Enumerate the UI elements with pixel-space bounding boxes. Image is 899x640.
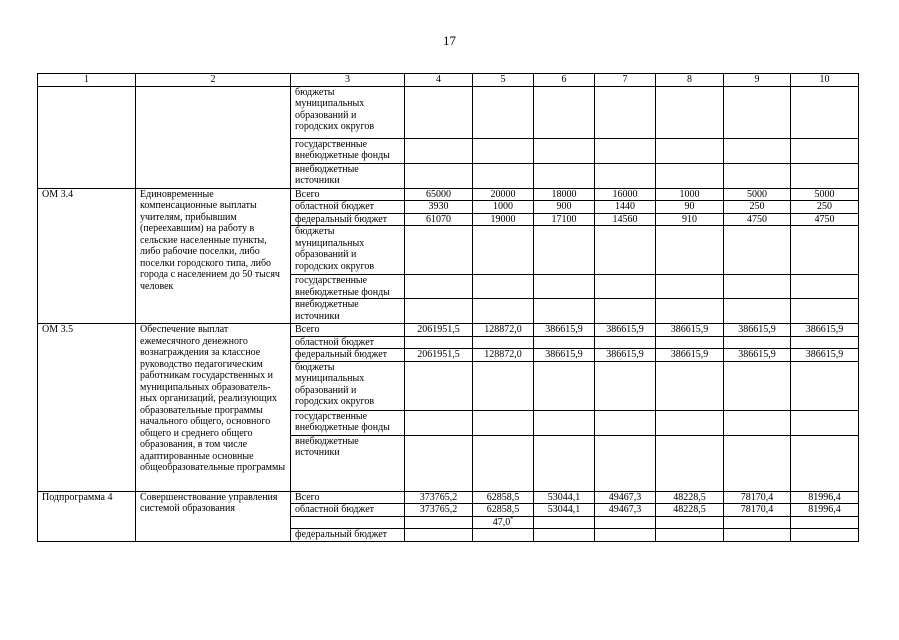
header-row [38, 74, 859, 87]
value-cell: 18000 [534, 188, 595, 201]
column-header: 7 [595, 74, 656, 87]
value-cell: 48228,5 [656, 504, 724, 517]
column-header: 5 [473, 74, 534, 87]
value-cell: 4750 [791, 213, 859, 226]
value-cell: 386615,9 [595, 349, 656, 362]
source-budget-mun: бюджеты муниципальных образований и городских округов [291, 361, 405, 410]
source-federal: федеральный бюджет [291, 213, 405, 226]
measure-code: ОМ 3.5 [38, 324, 136, 492]
source-regional: областной бюджет [291, 201, 405, 214]
value-cell: 14560 [595, 213, 656, 226]
value-cell: 386615,9 [791, 349, 859, 362]
column-header: 4 [405, 74, 473, 87]
source-state-funds: государственные внебюджетные фонды [291, 275, 405, 299]
source-total: Всего [291, 188, 405, 201]
column-header: 3 [291, 74, 405, 87]
table-row [38, 188, 859, 201]
column-header: 8 [656, 74, 724, 87]
value-cell: 386615,9 [656, 324, 724, 337]
measure-name: Единовременные компенсационные выплаты учителям, прибывшим (переехавшим) на работу в сельские населенные пункты, либо рабочие поселки, либо поселки городского типа, либо города с населением до 50 тысяч человек [136, 188, 291, 324]
value-cell: 250 [724, 201, 791, 214]
value-cell: 49467,3 [595, 504, 656, 517]
subprogram-name: Совершенствование управления системой образования [136, 491, 291, 541]
page-number: 17 [443, 33, 456, 48]
value-cell: 4750 [724, 213, 791, 226]
source-regional: областной бюджет [291, 504, 405, 517]
value-cell: 65000 [405, 188, 473, 201]
value-cell: 386615,9 [724, 349, 791, 362]
value-cell: 62858,5 [473, 491, 534, 504]
value-cell: 1440 [595, 201, 656, 214]
value-cell: 62858,5 [473, 504, 534, 517]
column-header: 6 [534, 74, 595, 87]
source-total: Всего [291, 491, 405, 504]
table-row [38, 491, 859, 504]
value-cell: 19000 [473, 213, 534, 226]
value-cell: 48228,5 [656, 491, 724, 504]
table-row [38, 324, 859, 337]
value-cell: 910 [656, 213, 724, 226]
value-cell: 386615,9 [656, 349, 724, 362]
source-budget-mun: бюджеты муниципальных образований и городских округов [291, 86, 405, 138]
value-cell: 20000 [473, 188, 534, 201]
value-cell: 90 [656, 201, 724, 214]
column-header: 2 [136, 74, 291, 87]
program-finance-table [37, 73, 859, 542]
value-cell: 1000 [656, 188, 724, 201]
value-cell: 5000 [791, 188, 859, 201]
measure-name: Обеспечение выплат ежемесячного денежного вознаграждения за классное руководство педагогическим работникам государственных и муниципальных образователь-ных организаций, реализующих образовательные программы начального общего, основного общего и среднего общего образования, в том числе адаптированные основные общеобразовательные программы [136, 324, 291, 492]
value-cell: 128872,0 [473, 324, 534, 337]
value-cell: 386615,9 [534, 349, 595, 362]
value-cell: 53044,1 [534, 491, 595, 504]
value-cell: 128872,0 [473, 349, 534, 362]
value-cell: 386615,9 [791, 324, 859, 337]
value-cell: 78170,4 [724, 504, 791, 517]
value-cell: 373765,2 [405, 491, 473, 504]
measure-code: ОМ 3.4 [38, 188, 136, 324]
value-cell: 386615,9 [595, 324, 656, 337]
value-cell: 17100 [534, 213, 595, 226]
value-cell: 373765,2 [405, 504, 473, 517]
value-cell: 5000 [724, 188, 791, 201]
source-budget-mun: бюджеты муниципальных образований и городских округов [291, 226, 405, 275]
source-total: Всего [291, 324, 405, 337]
value-cell: 61070 [405, 213, 473, 226]
footnote-mark: * [510, 516, 514, 523]
value-cell: 900 [534, 201, 595, 214]
value-cell: 81996,4 [791, 491, 859, 504]
column-header: 1 [38, 74, 136, 87]
value-cell: 16000 [595, 188, 656, 201]
value-cell: 386615,9 [534, 324, 595, 337]
source-extra: внебюджетные источники [291, 299, 405, 324]
source-extra: внебюджетные источники [291, 435, 405, 491]
value-cell: 1000 [473, 201, 534, 214]
value-cell: 78170,4 [724, 491, 791, 504]
source-federal: федеральный бюджет [291, 349, 405, 362]
footnote-value-cell [473, 516, 534, 529]
value-cell: 250 [791, 201, 859, 214]
value-cell: 81996,4 [791, 504, 859, 517]
source-regional: областной бюджет [291, 336, 405, 349]
subprogram-code: Подпрограмма 4 [38, 491, 136, 541]
value-cell: 49467,3 [595, 491, 656, 504]
table-row [38, 86, 859, 138]
source-state-funds: государственные внебюджетные фонды [291, 138, 405, 163]
value-cell: 53044,1 [534, 504, 595, 517]
source-extra: внебюджетные источники [291, 163, 405, 188]
value-cell: 3930 [405, 201, 473, 214]
value-cell: 386615,9 [724, 324, 791, 337]
column-header: 10 [791, 74, 859, 87]
value-cell: 2061951,5 [405, 324, 473, 337]
value-cell: 2061951,5 [405, 349, 473, 362]
source-federal: федеральный бюджет [291, 529, 405, 542]
column-header: 9 [724, 74, 791, 87]
footnote-value: 47,0 [492, 516, 511, 528]
source-state-funds: государственные внебюджетные фонды [291, 410, 405, 435]
